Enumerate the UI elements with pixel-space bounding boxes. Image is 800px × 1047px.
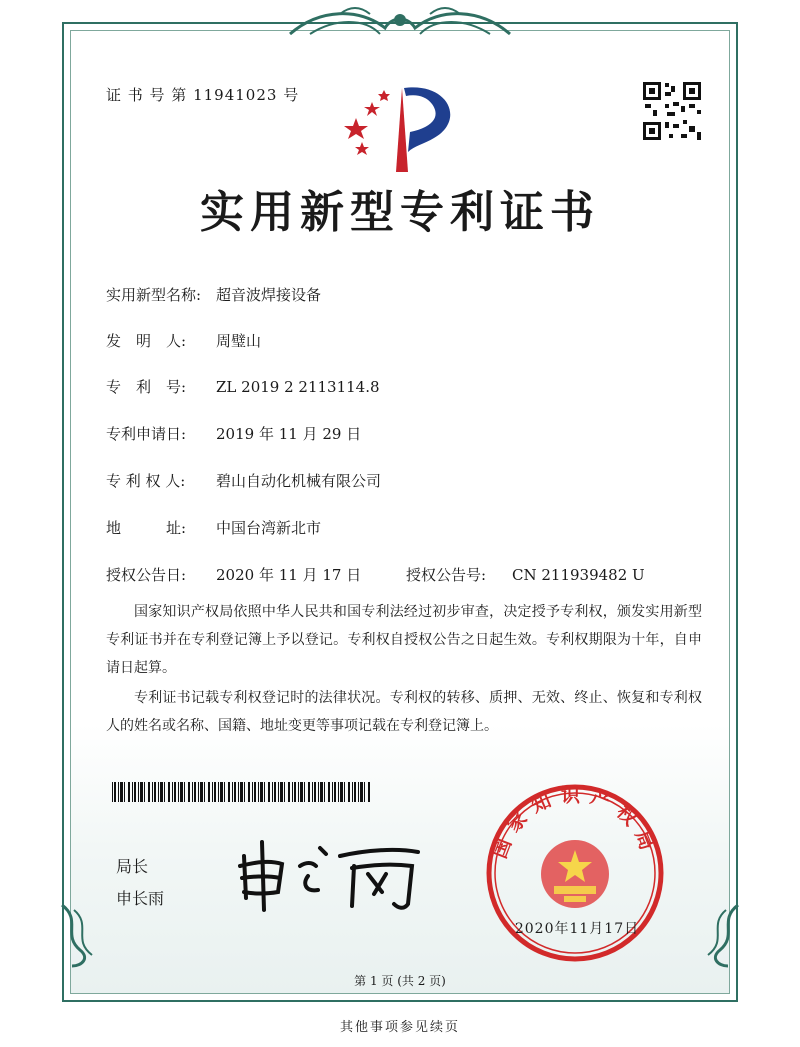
field-address (106, 517, 321, 538)
field-patentee (106, 470, 381, 491)
footer-note: 其他事项参见续页 (339, 1020, 460, 1035)
field-label: 授权公告日: (106, 566, 187, 584)
cnipa-logo-icon (338, 80, 468, 180)
field-label: 专 利 权 人: (106, 472, 186, 490)
field-value: 周璧山 (216, 332, 262, 350)
field-inventor (106, 330, 261, 351)
signatory-name: 申长雨 (116, 889, 165, 908)
qr-code-icon (641, 80, 703, 142)
corner-ornament-right-icon (692, 900, 748, 970)
field-value: ZL 2019 2 2113114.8 (216, 378, 380, 396)
top-ornament-icon (280, 6, 520, 40)
field-grant-number (406, 564, 645, 585)
field-label: 实用新型名称: (106, 286, 202, 304)
field-label: 专利申请日: (106, 425, 187, 443)
field-value: 超音波焊接设备 (216, 286, 322, 304)
signatory-title: 局长 (116, 857, 149, 876)
field-value: 2019 年 11 月 29 日 (216, 425, 362, 443)
field-utility-model-name (106, 284, 321, 305)
field-label: 地 址: (106, 519, 187, 537)
field-label: 授权公告号: (406, 566, 487, 584)
svg-text:国家知识产权局: 国家知识产权局 (488, 784, 662, 862)
paragraph-grant-statement: 国家知识产权局依照中华人民共和国专利法经过初步审查，决定授予专利权，颁发实用新型专利证书并在专利登记簿上予以登记。专利权自授权公告之日起生效。专利权期限为十年，自申请日起算。 (106, 604, 702, 676)
field-patent-number (106, 376, 380, 397)
field-label: 发 明 人: (106, 332, 187, 350)
field-value: CN 211939482 U (512, 566, 645, 584)
field-filing-date (106, 423, 361, 444)
seal-date: 2020年11月17日 (514, 921, 640, 937)
paragraph-legal-status: 专利证书记载专利权登记时的法律状况。专利权的转移、质押、无效、终止、恢复和专利权人的姓名或名称、国籍、地址变更等事项记载在专利登记簿上。 (106, 690, 702, 734)
field-grant-date (106, 564, 361, 585)
field-value: 2020 年 11 月 17 日 (216, 566, 362, 584)
field-value: 碧山自动化机械有限公司 (216, 472, 382, 490)
handwritten-signature-icon (236, 836, 426, 912)
corner-ornament-left-icon (52, 900, 108, 970)
certificate-number: 证 书 号 第 11941023 号 (106, 86, 300, 104)
barcode-icon (112, 782, 372, 802)
field-value: 中国台湾新北市 (216, 519, 322, 537)
page-number: 第 1 页 (共 2 页) (354, 974, 446, 988)
field-label: 专 利 号: (106, 378, 187, 396)
certificate-title: 实用新型专利证书 (200, 187, 600, 238)
